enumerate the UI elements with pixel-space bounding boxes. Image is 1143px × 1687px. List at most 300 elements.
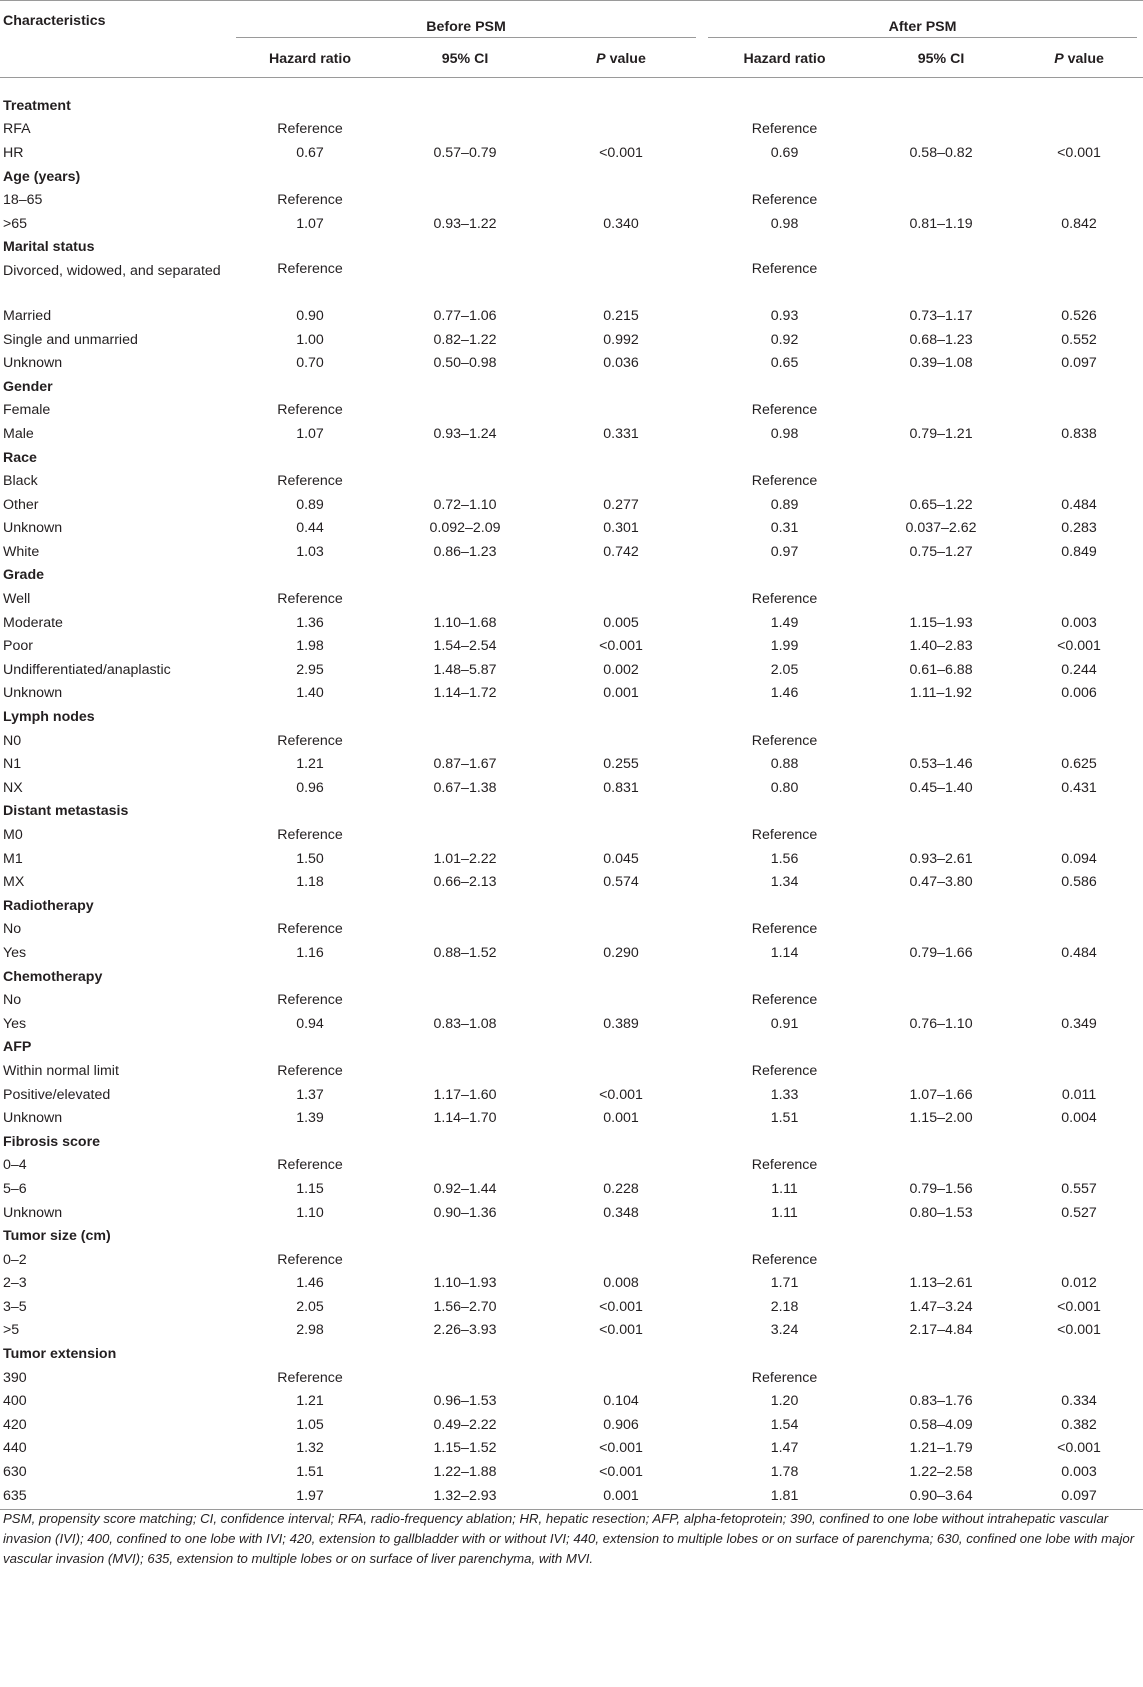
after-ci-cell [867, 587, 1015, 611]
before-p-value-cell: 0.574 [603, 874, 639, 891]
row-label: Unknown [3, 1110, 63, 1127]
before-ci-cell [390, 188, 540, 212]
section-title: Fibrosis score [3, 1133, 100, 1150]
row-label: N1 [3, 756, 22, 773]
after-hazard-ratio-cell: 0.98 [770, 425, 799, 442]
before-ci-cell: 1.32–2.93 [390, 1484, 540, 1510]
after-p-value-cell [1015, 259, 1143, 304]
row-label: MX [3, 874, 25, 891]
before-p-value-cell: 0.340 [603, 215, 639, 232]
after-hazard-ratio-cell: 2.18 [770, 1298, 799, 1315]
before-hazard-ratio-cell: 1.37 [296, 1086, 324, 1103]
row-label: M1 [3, 850, 23, 867]
section-title: Radiotherapy [3, 897, 94, 914]
before-hazard-ratio-cell: Reference [277, 992, 343, 1009]
before-p-value-cell: <0.001 [599, 1298, 643, 1315]
after-hazard-ratio-cell: 1.71 [770, 1275, 799, 1292]
table-row [0, 823, 1143, 847]
before-ci-cell: 1.56–2.70 [433, 1298, 497, 1315]
before-ci-cell [390, 587, 540, 611]
before-p-value-cell: 0.301 [603, 520, 639, 537]
section-header-row [0, 705, 1143, 729]
before-hazard-ratio-cell: 2.98 [296, 1322, 324, 1339]
before-hazard-ratio-cell: 1.40 [296, 685, 324, 702]
after-p-value-cell: 0.586 [1061, 874, 1097, 891]
before-p-value-cell: 0.005 [603, 614, 639, 631]
after-ci-cell [867, 118, 1015, 142]
before-hazard-ratio-cell: Reference [277, 192, 343, 209]
before-hazard-ratio-cell: 1.98 [296, 638, 324, 655]
table-row [0, 328, 1143, 352]
before-hazard-ratio-cell: 1.18 [296, 874, 324, 891]
before-psm-label: Before PSM [236, 5, 696, 38]
before-hazard-ratio-cell: Reference [277, 261, 343, 278]
section-header-row [0, 564, 1143, 588]
after-p-value-cell: <0.001 [1057, 638, 1101, 655]
after-hazard-ratio-cell: 1.49 [770, 614, 799, 631]
after-p-value-cell: 0.004 [1061, 1110, 1097, 1127]
before-ci-cell: 1.10–1.68 [433, 614, 497, 631]
before-hazard-ratio-cell: 1.21 [296, 756, 324, 773]
before-ci-cell: 0.96–1.53 [433, 1393, 497, 1410]
before-p-value-cell: <0.001 [599, 638, 643, 655]
after-hazard-ratio-cell: Reference [751, 992, 818, 1009]
before-p-value-cell: 0.831 [603, 779, 639, 796]
after-p-value-cell: 0.484 [1061, 496, 1097, 513]
after-hazard-ratio-cell: 0.92 [770, 331, 799, 348]
after-ci-cell: 0.61–6.88 [909, 661, 973, 678]
after-p-value-cell [1015, 918, 1143, 942]
row-label: Unknown [3, 520, 63, 537]
after-hazard-ratio-cell: 1.33 [770, 1086, 799, 1103]
before-hazard-ratio-cell: Reference [277, 732, 343, 749]
after-p-value-cell [1015, 988, 1143, 1012]
after-ci-cell: 1.15–2.00 [909, 1110, 973, 1127]
before-p-value-cell: 0.036 [603, 355, 639, 372]
row-label: 635 [0, 1484, 230, 1510]
row-label: Divorced, widowed, and separated [3, 263, 221, 280]
after-ci-cell [867, 259, 1015, 304]
before-ci-cell: 0.67–1.38 [433, 779, 497, 796]
before-p-value-cell: 0.215 [603, 307, 639, 324]
after-hazard-ratio-cell: 0.88 [770, 756, 799, 773]
before-p-value-cell [540, 1059, 702, 1083]
after-ci-cell [867, 1248, 1015, 1272]
table-row [0, 1413, 1143, 1437]
before-hazard-ratio-cell: 1.03 [296, 543, 324, 560]
before-ci-cell: 0.83–1.08 [433, 1015, 497, 1032]
row-label: 390 [3, 1369, 27, 1386]
before-p-value-cell: <0.001 [599, 1322, 643, 1339]
section-title: Gender [3, 378, 53, 395]
after-p-value-cell [1015, 1366, 1143, 1390]
after-p-value-cell: 0.838 [1061, 425, 1097, 442]
before-p-value-cell: 0.906 [603, 1416, 639, 1433]
after-hazard-ratio-cell: 0.89 [770, 496, 799, 513]
after-ci-cell [867, 188, 1015, 212]
row-label: 5–6 [3, 1180, 27, 1197]
after-ci-cell [867, 399, 1015, 423]
after-p-value-cell: 0.431 [1061, 779, 1097, 796]
after-hazard-ratio-cell: 0.65 [770, 355, 799, 372]
after-psm-header [702, 1, 1143, 42]
row-label: Well [3, 591, 31, 608]
after-ci-cell [867, 988, 1015, 1012]
table-row [0, 682, 1143, 706]
before-hazard-ratio-cell: Reference [277, 402, 343, 419]
after-psm-label: After PSM [708, 5, 1137, 38]
table-row [0, 212, 1143, 236]
table-row [0, 918, 1143, 942]
before-p-value-cell: 0.389 [603, 1015, 639, 1032]
table-row [0, 634, 1143, 658]
before-ci-cell: 1.22–1.88 [433, 1464, 497, 1481]
after-p-value-cell: <0.001 [1057, 1322, 1101, 1339]
after-ci-cell [867, 469, 1015, 493]
after-p-value-cell [1015, 188, 1143, 212]
before-p-value-cell [540, 1154, 702, 1178]
after-p-value-cell: 0.527 [1061, 1204, 1097, 1221]
characteristics-header: Characteristics [0, 1, 230, 42]
before-p-value-cell: 0.001 [603, 1110, 639, 1127]
before-p-value-cell: 0.331 [603, 425, 639, 442]
section-title: Race [3, 449, 37, 466]
before-ci-cell: 2.26–3.93 [433, 1322, 497, 1339]
after-hazard-ratio-cell: Reference [751, 1369, 818, 1386]
before-ci-cell: 1.15–1.52 [433, 1440, 497, 1457]
before-hazard-ratio-cell: Reference [277, 121, 343, 138]
row-label: 400 [3, 1393, 27, 1410]
before-ci-cell: 1.48–5.87 [433, 661, 497, 678]
before-ci-cell: 1.01–2.22 [433, 850, 497, 867]
before-p-value-cell: 0.008 [603, 1275, 639, 1292]
after-p-value-cell: 0.011 [1061, 1086, 1097, 1103]
after-ci-header: 95% CI [867, 41, 1015, 78]
section-header-row [0, 1342, 1143, 1366]
before-p-value-cell: 0.290 [603, 944, 639, 961]
after-p-value-cell [1015, 587, 1143, 611]
after-ci-cell [867, 823, 1015, 847]
after-p-value-cell [1015, 1059, 1143, 1083]
before-p-value-cell [540, 118, 702, 142]
after-ci-cell: 0.79–1.66 [909, 944, 973, 961]
after-hazard-ratio-cell: 0.93 [770, 307, 799, 324]
after-ci-cell: 0.68–1.23 [909, 331, 973, 348]
after-ci-cell [867, 1154, 1015, 1178]
row-label: 440 [3, 1440, 27, 1457]
row-label: HR [3, 144, 24, 161]
after-ci-cell: 1.13–2.61 [909, 1275, 973, 1292]
table-row [0, 351, 1143, 375]
before-p-value-cell: <0.001 [599, 1440, 643, 1457]
row-label: 0–2 [3, 1251, 27, 1268]
before-hazard-ratio-cell: Reference [277, 1369, 343, 1386]
after-ci-cell: 0.53–1.46 [909, 756, 973, 773]
table-row [0, 1389, 1143, 1413]
table-row [0, 493, 1143, 517]
after-hazard-ratio-header: Hazard ratio [702, 41, 867, 78]
before-ci-cell [390, 118, 540, 142]
row-label: 420 [3, 1416, 27, 1433]
before-p-value-cell: <0.001 [599, 144, 643, 161]
after-p-value-cell [1015, 118, 1143, 142]
before-ci-cell [390, 729, 540, 753]
after-p-value-cell: 0.557 [1061, 1180, 1097, 1197]
after-hazard-ratio-cell: Reference [751, 402, 818, 419]
before-ci-cell [390, 259, 540, 304]
before-p-value-cell [540, 469, 702, 493]
before-hazard-ratio-cell: 1.97 [230, 1484, 390, 1510]
after-hazard-ratio-cell: 1.14 [770, 944, 799, 961]
after-hazard-ratio-cell: 2.05 [770, 661, 799, 678]
after-hazard-ratio-cell: 1.56 [770, 850, 799, 867]
after-p-value-cell: <0.001 [1057, 144, 1101, 161]
before-ci-cell [390, 469, 540, 493]
after-ci-cell: 0.79–1.56 [909, 1180, 973, 1197]
row-label: 3–5 [3, 1298, 27, 1315]
before-psm-header [230, 1, 702, 42]
after-ci-cell: 0.58–0.82 [909, 144, 973, 161]
before-ci-cell: 0.90–1.36 [433, 1204, 497, 1221]
table-row [0, 259, 1143, 304]
table-row [0, 1154, 1143, 1178]
before-p-value-header [540, 41, 702, 78]
before-hazard-ratio-cell: 0.90 [296, 307, 324, 324]
after-hazard-ratio-cell: Reference [751, 732, 818, 749]
after-ci-cell: 0.81–1.19 [909, 215, 973, 232]
section-header-row [0, 800, 1143, 824]
after-p-value-cell: 0.003 [1061, 1464, 1097, 1481]
section-header-row [0, 446, 1143, 470]
after-hazard-ratio-cell: Reference [751, 121, 818, 138]
after-hazard-ratio-cell: Reference [751, 261, 818, 278]
row-label: M0 [3, 827, 23, 844]
table-row [0, 870, 1143, 894]
before-hazard-ratio-cell: Reference [277, 921, 343, 938]
after-hazard-ratio-cell: 3.24 [770, 1322, 799, 1339]
before-ci-cell [390, 988, 540, 1012]
before-p-value-cell [540, 823, 702, 847]
after-hazard-ratio-cell: Reference [751, 591, 818, 608]
after-hazard-ratio-cell: 1.54 [770, 1416, 799, 1433]
after-hazard-ratio-cell: Reference [751, 1251, 818, 1268]
before-hazard-ratio-cell: 1.07 [296, 215, 324, 232]
section-title: Distant metastasis [3, 803, 129, 820]
row-label: >5 [3, 1322, 20, 1339]
after-p-value-cell: 0.842 [1061, 215, 1097, 232]
after-hazard-ratio-cell: 1.46 [770, 685, 799, 702]
table-row [0, 1272, 1143, 1296]
after-hazard-ratio-cell: 1.20 [770, 1393, 799, 1410]
row-label: Single and unmarried [3, 331, 138, 348]
after-ci-cell: 0.76–1.10 [909, 1015, 973, 1032]
after-p-value-cell: 0.244 [1061, 661, 1097, 678]
after-hazard-ratio-cell: 1.99 [770, 638, 799, 655]
after-hazard-ratio-cell: 0.31 [770, 520, 799, 537]
after-ci-cell [867, 729, 1015, 753]
before-ci-cell: 1.54–2.54 [433, 638, 497, 655]
after-ci-cell [867, 1059, 1015, 1083]
before-ci-cell: 0.93–1.22 [433, 215, 497, 232]
before-ci-cell: 1.14–1.72 [433, 685, 497, 702]
table-row [0, 304, 1143, 328]
row-label: Unknown [3, 685, 63, 702]
before-ci-cell [390, 823, 540, 847]
table-row [0, 540, 1143, 564]
before-p-value-cell [540, 188, 702, 212]
after-p-value-cell: <0.001 [1057, 1440, 1101, 1457]
before-p-value-cell: 0.045 [603, 850, 639, 867]
after-hazard-ratio-cell: 0.91 [770, 1015, 799, 1032]
before-ci-cell: 0.092–2.09 [429, 520, 501, 537]
section-header-row [0, 375, 1143, 399]
section-header-row [0, 1130, 1143, 1154]
before-ci-header: 95% CI [390, 41, 540, 78]
after-p-value-cell [1015, 469, 1143, 493]
table-row [0, 1366, 1143, 1390]
row-label: 630 [3, 1464, 27, 1481]
section-title: Marital status [3, 239, 95, 256]
table-row [0, 1460, 1143, 1484]
section-header-row [0, 236, 1143, 260]
section-header-row [0, 1036, 1143, 1060]
row-label: >65 [3, 215, 28, 232]
p-rest: value [605, 51, 646, 67]
after-p-value-cell: 0.012 [1061, 1275, 1097, 1292]
table-footnote: PSM, propensity score matching; CI, confidence interval; RFA, radio-frequency ablation; HR, hepatic resection; AFP, alpha-fetoprotein; 390, confined to one lobe without intrahepatic vascular invasion (IVI); 400, confined to one lobe with IVI; 420, extension to gallbladder with or without IVI; 440, extension to multiple lobes or on surface of parenchyma; 630, confined one lobe with major vascular invasion (MVI); 635, extension to multiple lobes or on surface of liver parenchyma, with MVI. [3, 1511, 1135, 1566]
row-label: White [3, 543, 40, 560]
after-hazard-ratio-cell: 1.81 [702, 1484, 867, 1510]
after-hazard-ratio-cell: 0.97 [770, 543, 799, 560]
table-row [0, 1106, 1143, 1130]
table-row [0, 1437, 1143, 1461]
before-ci-cell: 0.82–1.22 [433, 331, 497, 348]
row-label: NX [3, 779, 23, 796]
after-p-value-cell: 0.625 [1061, 756, 1097, 773]
row-label: 18–65 [3, 192, 43, 209]
before-ci-cell: 0.49–2.22 [433, 1416, 497, 1433]
before-p-value-cell: 0.002 [603, 661, 639, 678]
row-label: RFA [3, 121, 31, 138]
table-row [0, 1177, 1143, 1201]
after-ci-cell: 0.79–1.21 [909, 425, 973, 442]
before-hazard-ratio-cell: 1.05 [296, 1416, 324, 1433]
section-title: Tumor extension [3, 1346, 117, 1363]
after-p-value-cell: 0.484 [1061, 944, 1097, 961]
p-rest: value [1063, 51, 1104, 67]
before-hazard-ratio-cell: 1.50 [296, 850, 324, 867]
after-ci-cell: 0.65–1.22 [909, 496, 973, 513]
row-label: No [3, 992, 22, 1009]
after-p-value-cell: 0.094 [1061, 850, 1097, 867]
before-hazard-ratio-cell: 1.36 [296, 614, 324, 631]
before-hazard-ratio-cell: Reference [277, 1062, 343, 1079]
header-blank [0, 41, 230, 78]
table-body [0, 78, 1143, 1510]
after-p-value-cell: 0.097 [1015, 1484, 1143, 1510]
before-ci-cell: 0.66–2.13 [433, 874, 497, 891]
after-hazard-ratio-cell: Reference [751, 921, 818, 938]
before-hazard-ratio-cell: 1.46 [296, 1275, 324, 1292]
before-hazard-ratio-cell: Reference [277, 827, 343, 844]
before-hazard-ratio-cell: Reference [277, 591, 343, 608]
before-ci-cell: 1.17–1.60 [433, 1086, 497, 1103]
after-ci-cell: 0.037–2.62 [905, 520, 977, 537]
after-p-value-cell: 0.006 [1061, 685, 1097, 702]
table-row [0, 1484, 1143, 1510]
before-hazard-ratio-cell: Reference [277, 473, 343, 490]
row-label: Married [3, 307, 52, 324]
table-row [0, 1083, 1143, 1107]
p-italic: P [1054, 51, 1064, 67]
table-row [0, 1201, 1143, 1225]
section-header-row [0, 965, 1143, 989]
after-p-value-cell: 0.349 [1061, 1015, 1097, 1032]
before-p-value-cell [540, 399, 702, 423]
before-p-value-cell: 0.277 [603, 496, 639, 513]
after-ci-cell: 2.17–4.84 [909, 1322, 973, 1339]
before-hazard-ratio-cell: 1.07 [296, 425, 324, 442]
section-title: Chemotherapy [3, 968, 103, 985]
after-p-value-cell: <0.001 [1057, 1298, 1101, 1315]
after-hazard-ratio-cell: Reference [751, 192, 818, 209]
before-ci-cell: 0.86–1.23 [433, 543, 497, 560]
after-hazard-ratio-cell: Reference [751, 1062, 818, 1079]
after-hazard-ratio-cell: Reference [751, 473, 818, 490]
table-row [0, 988, 1143, 1012]
after-ci-cell: 0.39–1.08 [909, 355, 973, 372]
after-ci-cell: 1.21–1.79 [909, 1440, 973, 1457]
before-ci-cell [390, 918, 540, 942]
row-label: Yes [3, 1015, 27, 1032]
after-p-value-cell: 0.552 [1061, 331, 1097, 348]
before-p-value-cell: 0.255 [603, 756, 639, 773]
table-row [0, 1012, 1143, 1036]
before-hazard-ratio-cell: 1.00 [296, 331, 324, 348]
section-title: Treatment [3, 97, 71, 114]
before-hazard-ratio-cell: 0.67 [296, 144, 324, 161]
row-label: Undifferentiated/anaplastic [3, 661, 171, 678]
after-ci-cell: 0.80–1.53 [909, 1204, 973, 1221]
after-ci-cell: 1.22–2.58 [909, 1464, 973, 1481]
row-label: Black [3, 473, 38, 490]
after-hazard-ratio-cell: 1.11 [771, 1180, 798, 1197]
before-p-value-cell: 0.992 [603, 331, 639, 348]
after-ci-cell: 1.40–2.83 [909, 638, 973, 655]
after-hazard-ratio-cell: 0.80 [770, 779, 799, 796]
before-ci-cell: 0.72–1.10 [433, 496, 497, 513]
section-header-row [0, 894, 1143, 918]
before-ci-cell: 1.10–1.93 [433, 1275, 497, 1292]
p-italic: P [596, 51, 606, 67]
section-header-row [0, 165, 1143, 189]
before-hazard-ratio-cell: 1.21 [296, 1393, 324, 1410]
before-hazard-ratio-cell: 1.10 [296, 1204, 324, 1221]
before-hazard-ratio-cell: 1.32 [296, 1440, 324, 1457]
row-label: Moderate [3, 614, 63, 631]
after-ci-cell: 0.47–3.80 [909, 874, 973, 891]
before-p-value-cell: 0.001 [603, 685, 639, 702]
section-title: Age (years) [3, 168, 81, 185]
before-p-value-cell [540, 988, 702, 1012]
table-row [0, 399, 1143, 423]
after-p-value-cell: 0.849 [1061, 543, 1097, 560]
section-title: Tumor size (cm) [3, 1228, 111, 1245]
after-hazard-ratio-cell: 1.51 [770, 1110, 799, 1127]
table-row [0, 611, 1143, 635]
after-p-value-header [1015, 41, 1143, 78]
after-p-value-cell: 0.334 [1061, 1393, 1097, 1410]
